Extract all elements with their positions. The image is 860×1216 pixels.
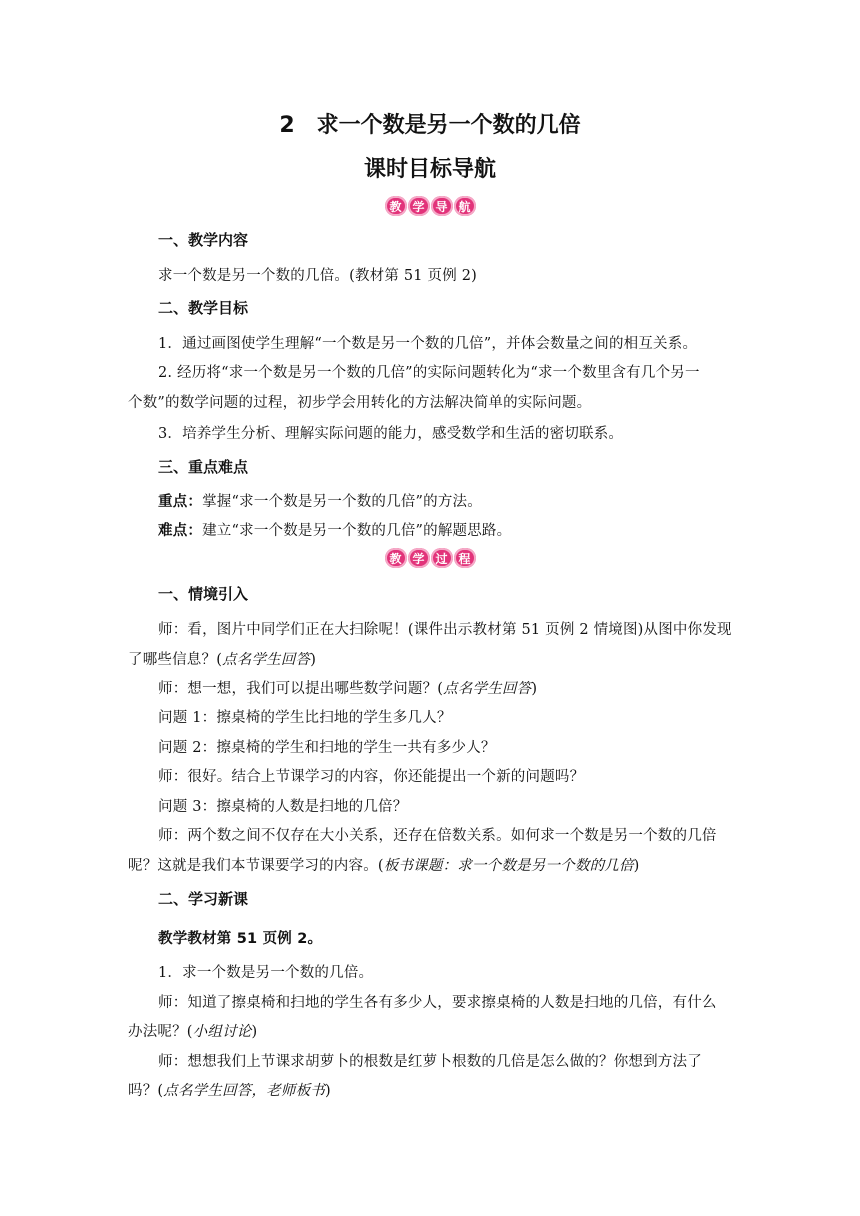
teaching-guide-badge [0,196,860,216]
badge-char: 导 [431,196,453,216]
paragraph-5-line-1: 师：知道了擦桌椅和扫地的学生各有多少人，要求擦桌椅的人数是扫地的几倍，有什么 [158,995,717,1011]
paragraph-text: 呢？这就是我们本节课要学习的内容。( [128,858,384,874]
paragraph-1-line-1: 师：看，图片中同学们正在大扫除呢！(课件出示教材第 51 页例 2 情境图)从图中你发现 [158,622,732,638]
paragraph-note: 点名学生回答，老师板书 [163,1083,325,1099]
paragraph-3: 师：很好。结合上节课学习的内容，你还能提出一个新的问题吗？ [158,769,585,785]
badge-char: 航 [454,196,476,216]
paragraph-note: 板书课题：求一个数是另一个数的几倍 [383,858,634,874]
key-point-label: 重点： [158,494,203,510]
badge-char: 学 [408,548,430,568]
question-1: 问题 1：擦桌椅的学生比扫地的学生多几人？ [158,710,452,726]
paragraph-text: ) [310,652,317,668]
paragraph-note: 点名学生回答 [222,652,311,668]
question-3: 问题 3：擦桌椅的人数是扫地的几倍？ [158,799,408,815]
question-2: 问题 2：擦桌椅的学生和扫地的学生一共有多少人？ [158,740,496,756]
key-point-text: 掌握“求一个数是另一个数的几倍”的方法。 [202,494,482,510]
key-point [158,490,482,511]
paragraph-4-line-2 [128,854,640,875]
section-heading-new-lesson: 二、学习新课 [158,890,249,908]
difficult-point [158,519,511,540]
paragraph-note: 点名学生回答 [443,681,532,697]
paragraph-text: 了哪些信息？( [128,652,223,668]
badge-char: 过 [431,548,453,568]
paragraph-5-line-2 [128,1020,257,1041]
teaching-process-badge [0,548,860,568]
goal-2-line-2: 个数”的数学问题的过程，初步学会用转化的方法解决简单的实际问题。 [128,395,592,411]
paragraph-text: 师：想一想，我们可以提出哪些数学问题？( [158,681,444,697]
badge-char: 程 [454,548,476,568]
step-1: 1．求一个数是另一个数的几倍。 [158,965,374,981]
paragraph-text: 吗？( [128,1083,164,1099]
paragraph-text: ) [633,858,640,874]
section-heading-goals: 二、教学目标 [158,299,249,317]
goal-1: 1．通过画图使学生理解“一个数是另一个数的几倍”，并体会数量之间的相互关系。 [158,336,698,352]
teach-example: 教学教材第 51 页例 2。 [158,931,323,947]
paragraph-1-line-2 [128,648,316,669]
page-subtitle: 课时目标导航 [363,157,496,182]
paragraph-text: ) [324,1083,331,1099]
content-text: 求一个数是另一个数的几倍。(教材第 51 页例 2) [158,268,478,284]
goal-3: 3．培养学生分析、理解实际问题的能力，感受数学和生活的密切联系。 [158,426,624,442]
section-heading-keypoints: 三、重点难点 [158,458,249,476]
difficult-point-text: 建立“求一个数是另一个数的几倍”的解题思路。 [202,523,512,539]
paragraph-note: 小组讨论 [192,1024,252,1040]
paragraph-text: ) [251,1024,258,1040]
paragraph-4-line-1: 师：两个数之间不仅存在大小关系，还存在倍数关系。如何求一个数是另一个数的几倍 [158,828,717,844]
badge-char: 学 [408,196,430,216]
section-heading-intro: 一、情境引入 [158,585,249,603]
badge-char: 教 [385,196,407,216]
page-title: 2 求一个数是另一个数的几倍 [279,113,581,138]
paragraph-6-line-2 [128,1079,331,1100]
paragraph-text: ) [531,681,538,697]
difficult-point-label: 难点： [158,523,203,539]
paragraph-2 [158,677,537,698]
section-heading-content: 一、教学内容 [158,231,249,249]
badge-char: 教 [385,548,407,568]
paragraph-text: 办法呢？( [128,1024,193,1040]
goal-2-line-1: 2. 经历将“求一个数是另一个数的几倍”的实际问题转化为“求一个数里含有几个另一 [158,365,700,381]
paragraph-6-line-1: 师：想想我们上节课求胡萝卜的根数是红萝卜根数的几倍是怎么做的？你想到方法了 [158,1054,702,1070]
